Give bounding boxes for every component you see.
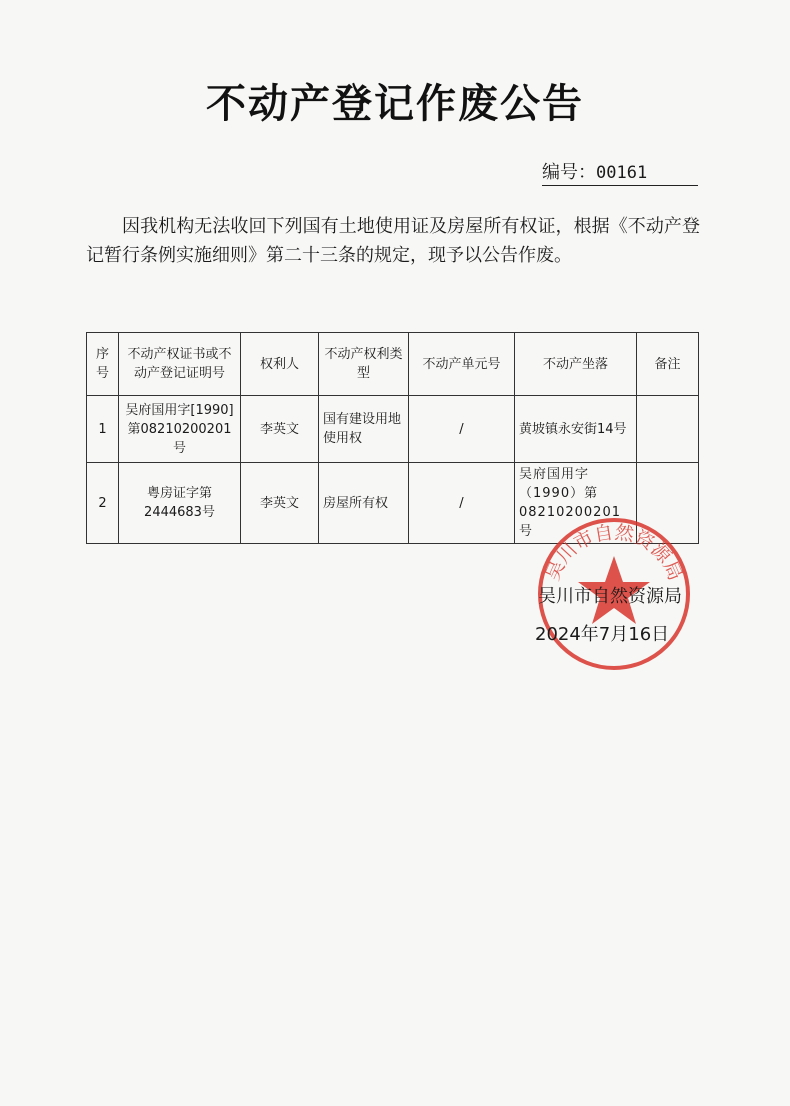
cell-certificate: 粤房证字第2444683号 bbox=[119, 463, 241, 544]
cell-unit-no: / bbox=[409, 396, 515, 463]
issuer-name: 吴川市自然资源局 bbox=[538, 586, 682, 607]
cell-remark bbox=[637, 396, 699, 463]
cell-right-type: 房屋所有权 bbox=[319, 463, 409, 544]
page-title: 不动产登记作废公告 bbox=[206, 80, 584, 127]
cell-index: 2 bbox=[87, 463, 119, 544]
cell-right-type: 国有建设用地使用权 bbox=[319, 396, 409, 463]
cell-certificate: 吴府国用字[1990]第08210200201号 bbox=[119, 396, 241, 463]
cell-location: 吴府国用字（1990）第08210200201号 bbox=[515, 463, 637, 544]
cell-holder: 李英文 bbox=[241, 396, 319, 463]
table-header-row bbox=[87, 333, 699, 396]
seal-text: 吴川市自然资源局 bbox=[541, 521, 687, 584]
document-number-label: 编号： bbox=[542, 162, 596, 183]
header-certificate: 不动产权证书或不动产登记证明号 bbox=[119, 333, 241, 396]
announcement-body: 因我机构无法收回下列国有土地使用证及房屋所有权证，根据《不动产登记暂行条例实施细则》第二十三条的规定，现予以公告作废。 bbox=[86, 216, 700, 266]
records-table bbox=[86, 332, 699, 544]
issue-date: 2024年7月16日 bbox=[535, 624, 670, 645]
header-remark: 备注 bbox=[637, 333, 699, 396]
document-number bbox=[542, 158, 698, 186]
cell-unit-no: / bbox=[409, 463, 515, 544]
header-holder: 权利人 bbox=[241, 333, 319, 396]
header-index: 序号 bbox=[87, 333, 119, 396]
header-location: 不动产坐落 bbox=[515, 333, 637, 396]
table-row bbox=[87, 396, 699, 463]
header-unit-no: 不动产单元号 bbox=[409, 333, 515, 396]
cell-holder: 李英文 bbox=[241, 463, 319, 544]
cell-index: 1 bbox=[87, 396, 119, 463]
cell-location: 黄坡镇永安街14号 bbox=[515, 396, 637, 463]
document-number-value: 00161 bbox=[596, 163, 648, 183]
header-right-type: 不动产权利类型 bbox=[319, 333, 409, 396]
